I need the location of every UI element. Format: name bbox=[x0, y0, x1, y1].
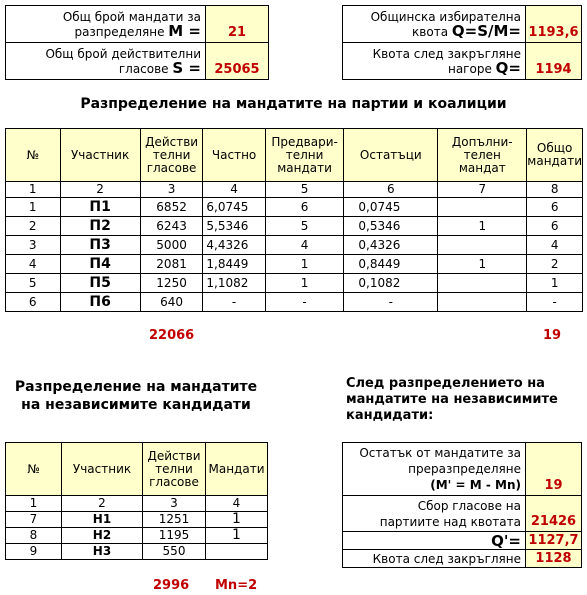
col-header-num: № bbox=[6, 129, 61, 182]
col-header-mandates: Мандати bbox=[206, 443, 268, 496]
independent-mandates-count: Mn=2 bbox=[215, 578, 258, 593]
rounded-quota-value: 1194 bbox=[526, 43, 582, 80]
votes-cell: 550 bbox=[143, 544, 206, 560]
candidate-name: Н1 bbox=[62, 512, 143, 528]
prelim-cell: 6 bbox=[265, 198, 344, 217]
extra-cell bbox=[438, 236, 527, 255]
row-num: 8 bbox=[6, 528, 62, 544]
independents-table bbox=[5, 442, 268, 560]
quota-label: Общинска избирателна квота Q=S/M= bbox=[343, 6, 526, 43]
total-cell: - bbox=[527, 293, 583, 312]
rounded-new-quota-value: 1128 bbox=[526, 550, 582, 568]
extra-cell bbox=[438, 293, 527, 312]
table-row bbox=[6, 512, 268, 528]
after-distribution-title: След разпределението на мандатите на независимите кандидати: bbox=[346, 376, 558, 423]
total-votes-value: 25065 bbox=[206, 43, 269, 80]
prelim-cell: - bbox=[265, 293, 344, 312]
rounded-new-quota-label: Квота след закръгляне bbox=[343, 550, 526, 568]
votes-cell: 1251 bbox=[143, 512, 206, 528]
index-cell: 2 bbox=[60, 182, 140, 198]
table-row bbox=[6, 544, 268, 560]
row-num: 2 bbox=[6, 217, 61, 236]
col-header-participant: Участник bbox=[60, 129, 140, 182]
sum-votes-independents: 2996 bbox=[153, 578, 190, 593]
total-mandates-label: Общ брой мандати за разпределяне M = bbox=[6, 6, 206, 43]
votes-cell: 6243 bbox=[140, 217, 203, 236]
quotient-cell: 1,1082 bbox=[203, 274, 265, 293]
prelim-cell: 1 bbox=[265, 255, 344, 274]
row-num: 1 bbox=[6, 198, 61, 217]
remainder-cell: 0,1082 bbox=[344, 274, 438, 293]
new-quota-value: 1127,7 bbox=[526, 532, 582, 550]
col-header-participant: Участник bbox=[62, 443, 143, 496]
row-num: 7 bbox=[6, 512, 62, 528]
extra-cell bbox=[438, 274, 527, 293]
remainder-cell: 0,5346 bbox=[344, 217, 438, 236]
total-votes-label: Общ брой действителни гласове S = bbox=[6, 43, 206, 80]
col-header-votes: Действи телни гласове bbox=[143, 443, 206, 496]
party-name: П4 bbox=[60, 255, 140, 274]
index-cell: 3 bbox=[143, 496, 206, 512]
remainder-cell: 0,4326 bbox=[344, 236, 438, 255]
row-num: 4 bbox=[6, 255, 61, 274]
table-row bbox=[6, 274, 583, 293]
votes-cell: 640 bbox=[140, 293, 203, 312]
remainder-cell: 0,8449 bbox=[344, 255, 438, 274]
row-num: 5 bbox=[6, 274, 61, 293]
index-cell: 3 bbox=[140, 182, 203, 198]
sum-mandates-parties: 19 bbox=[543, 328, 562, 343]
candidate-name: Н2 bbox=[62, 528, 143, 544]
votes-above-quota-value: 21426 bbox=[526, 496, 582, 532]
table-row bbox=[6, 198, 583, 217]
row-num: 6 bbox=[6, 293, 61, 312]
rounded-quota-label: Квота след закръгляне нагоре Q= bbox=[343, 43, 526, 80]
total-cell: 1 bbox=[527, 274, 583, 293]
total-cell: 6 bbox=[527, 198, 583, 217]
parties-table bbox=[5, 128, 583, 312]
quotient-cell: 1,8449 bbox=[203, 255, 265, 274]
remaining-mandates-value: 19 bbox=[526, 443, 582, 496]
remainder-cell: - bbox=[344, 293, 438, 312]
prelim-cell: 4 bbox=[265, 236, 344, 255]
table-row bbox=[6, 255, 583, 274]
col-header-num: № bbox=[6, 443, 62, 496]
remaining-mandates-label: Остатък от мандатите за преразпределяне (M' = M - Mn) bbox=[343, 443, 526, 496]
col-header-remainders: Остатъци bbox=[344, 129, 438, 182]
totals-box bbox=[5, 5, 269, 80]
table-row bbox=[6, 217, 583, 236]
index-cell: 1 bbox=[6, 496, 62, 512]
index-row bbox=[6, 182, 583, 198]
quotient-cell: 6,0745 bbox=[203, 198, 265, 217]
total-cell: 2 bbox=[527, 255, 583, 274]
votes-cell: 1195 bbox=[143, 528, 206, 544]
index-cell: 8 bbox=[527, 182, 583, 198]
index-cell: 6 bbox=[344, 182, 438, 198]
quotient-cell: - bbox=[203, 293, 265, 312]
index-cell: 4 bbox=[206, 496, 268, 512]
section-title-independents: Разпределение на мандатите на независимите кандидати bbox=[14, 379, 258, 413]
quota-value: 1193,6 bbox=[526, 6, 582, 43]
sum-votes-parties: 22066 bbox=[149, 328, 195, 343]
col-header-extra: Допълни- телен мандат bbox=[438, 129, 527, 182]
section-title-parties: Разпределение на мандатите на партии и коалиции bbox=[80, 96, 507, 112]
votes-cell: 5000 bbox=[140, 236, 203, 255]
extra-cell bbox=[438, 198, 527, 217]
quotient-cell: 4,4326 bbox=[203, 236, 265, 255]
table-row bbox=[6, 528, 268, 544]
table-row bbox=[6, 236, 583, 255]
col-header-quotient: Частно bbox=[203, 129, 265, 182]
table-row bbox=[6, 293, 583, 312]
new-quota-label: Q'= bbox=[343, 532, 526, 550]
col-header-total: Общо мандати bbox=[527, 129, 583, 182]
quotient-cell: 5,5346 bbox=[203, 217, 265, 236]
candidate-name: Н3 bbox=[62, 544, 143, 560]
mandates-cell: 1 bbox=[206, 512, 268, 528]
after-distribution-box bbox=[342, 442, 582, 568]
col-header-prelim: Предвари- телни мандати bbox=[265, 129, 344, 182]
total-cell: 4 bbox=[527, 236, 583, 255]
index-cell: 2 bbox=[62, 496, 143, 512]
mandates-cell: 1 bbox=[206, 528, 268, 544]
prelim-cell: 5 bbox=[265, 217, 344, 236]
party-name: П1 bbox=[60, 198, 140, 217]
votes-cell: 2081 bbox=[140, 255, 203, 274]
index-cell: 1 bbox=[6, 182, 61, 198]
prelim-cell: 1 bbox=[265, 274, 344, 293]
remainder-cell: 0,0745 bbox=[344, 198, 438, 217]
party-name: П5 bbox=[60, 274, 140, 293]
index-cell: 7 bbox=[438, 182, 527, 198]
total-mandates-value: 21 bbox=[206, 6, 269, 43]
index-cell: 5 bbox=[265, 182, 344, 198]
quota-box bbox=[342, 5, 582, 80]
votes-above-quota-label: Сбор гласове на партиите над квотата bbox=[343, 496, 526, 532]
party-name: П6 bbox=[60, 293, 140, 312]
extra-cell: 1 bbox=[438, 255, 527, 274]
party-name: П3 bbox=[60, 236, 140, 255]
col-header-votes: Действи телни гласове bbox=[140, 129, 203, 182]
extra-cell: 1 bbox=[438, 217, 527, 236]
votes-cell: 6852 bbox=[140, 198, 203, 217]
votes-cell: 1250 bbox=[140, 274, 203, 293]
index-row bbox=[6, 496, 268, 512]
party-name: П2 bbox=[60, 217, 140, 236]
index-cell: 4 bbox=[203, 182, 265, 198]
total-cell: 6 bbox=[527, 217, 583, 236]
row-num: 9 bbox=[6, 544, 62, 560]
row-num: 3 bbox=[6, 236, 61, 255]
mandates-cell bbox=[206, 544, 268, 560]
